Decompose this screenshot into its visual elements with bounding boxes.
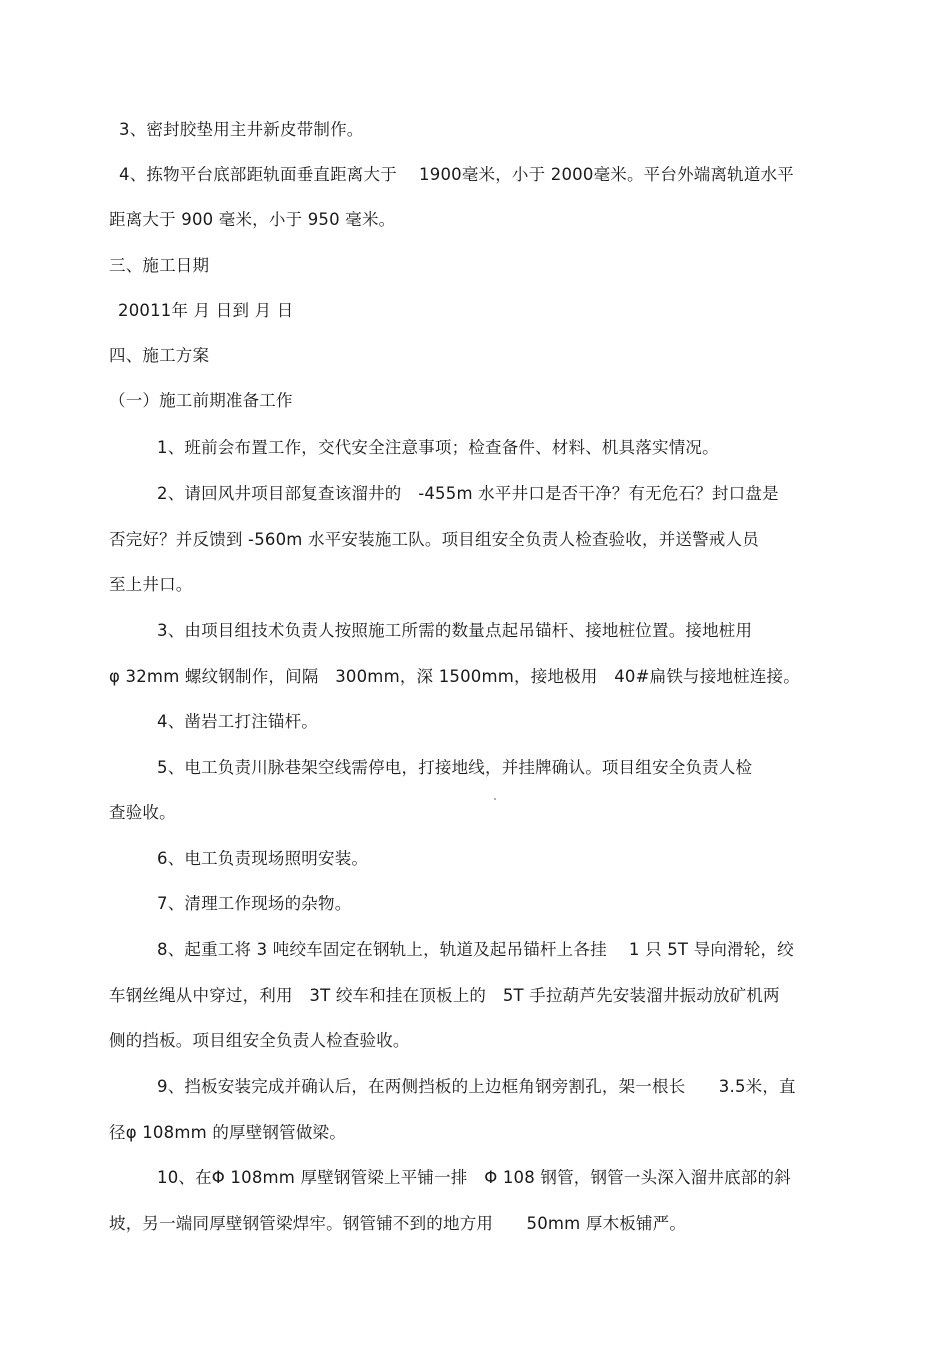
speck	[494, 798, 496, 800]
text-line: 4、凿岩工打注锚杆。	[157, 712, 318, 731]
text-line: 坡，另一端同厚壁钢管梁焊牢。钢管铺不到的地方用 50mm 厚木板铺严。	[109, 1214, 687, 1233]
text-line: 3、密封胶垫用主井新皮带制作。	[119, 120, 364, 139]
text-line: 7、清理工作现场的杂物。	[157, 894, 352, 913]
text-line: 车钢丝绳从中穿过，利用 3T 绞车和挂在顶板上的 5T 手拉葫芦先安装溜井振动放矿机两	[109, 986, 780, 1005]
text-line: 至上井口。	[109, 575, 193, 594]
subsection-heading: （一）施工前期准备工作	[109, 391, 293, 410]
text-line: 查验收。	[109, 803, 176, 822]
text-line: 1、班前会布置工作，交代安全注意事项；检查备件、材料、机具落实情况。	[157, 438, 719, 457]
section-heading: 三、施工日期	[109, 256, 210, 275]
text-line: 8、起重工将 3 吨绞车固定在钢轨上，轨道及起吊锚杆上各挂 1 只 5T 导向滑轮，绞	[157, 940, 794, 959]
text-line: 径φ 108mm 的厚壁钢管做梁。	[109, 1123, 346, 1142]
text-line: 20011年 月 日到 月 日	[118, 301, 294, 320]
text-line: 10、在Φ 108mm 厚壁钢管梁上平铺一排 Φ 108 钢管，钢管一头深入溜井底部的斜	[157, 1168, 791, 1187]
text-line: 4、拣物平台底部距轨面垂直距离大于 1900毫米，小于 2000毫米。平台外端离轨道水平	[119, 165, 794, 184]
text-line: 5、电工负责川脉巷架空线需停电，打接地线，并挂牌确认。项目组安全负责人检	[157, 758, 753, 777]
section-heading: 四、施工方案	[109, 346, 210, 365]
text-line: 6、电工负责现场照明安装。	[157, 849, 369, 868]
text-line: 侧的挡板。项目组安全负责人检查验收。	[109, 1031, 410, 1050]
text-line: φ 32mm 螺纹钢制作，间隔 300mm，深 1500mm，接地极用 40#扁铁与接地桩连接。	[109, 667, 800, 686]
text-line: 2、请回风井项目部复查该溜井的 -455m 水平井口是否干净？有无危石？封口盘是	[157, 484, 779, 503]
text-line: 9、挡板安装完成并确认后，在两侧挡板的上边框角钢旁割孔，架一根长 3.5米，直	[157, 1077, 796, 1096]
text-line: 距离大于 900 毫米，小于 950 毫米。	[109, 210, 396, 229]
text-line: 3、由项目组技术负责人按照施工所需的数量点起吊锚杆、接地桩位置。接地桩用	[157, 621, 753, 640]
text-line: 否完好？并反馈到 -560m 水平安装施工队。项目组安全负责人检查验收，并送警戒人员	[109, 530, 759, 549]
